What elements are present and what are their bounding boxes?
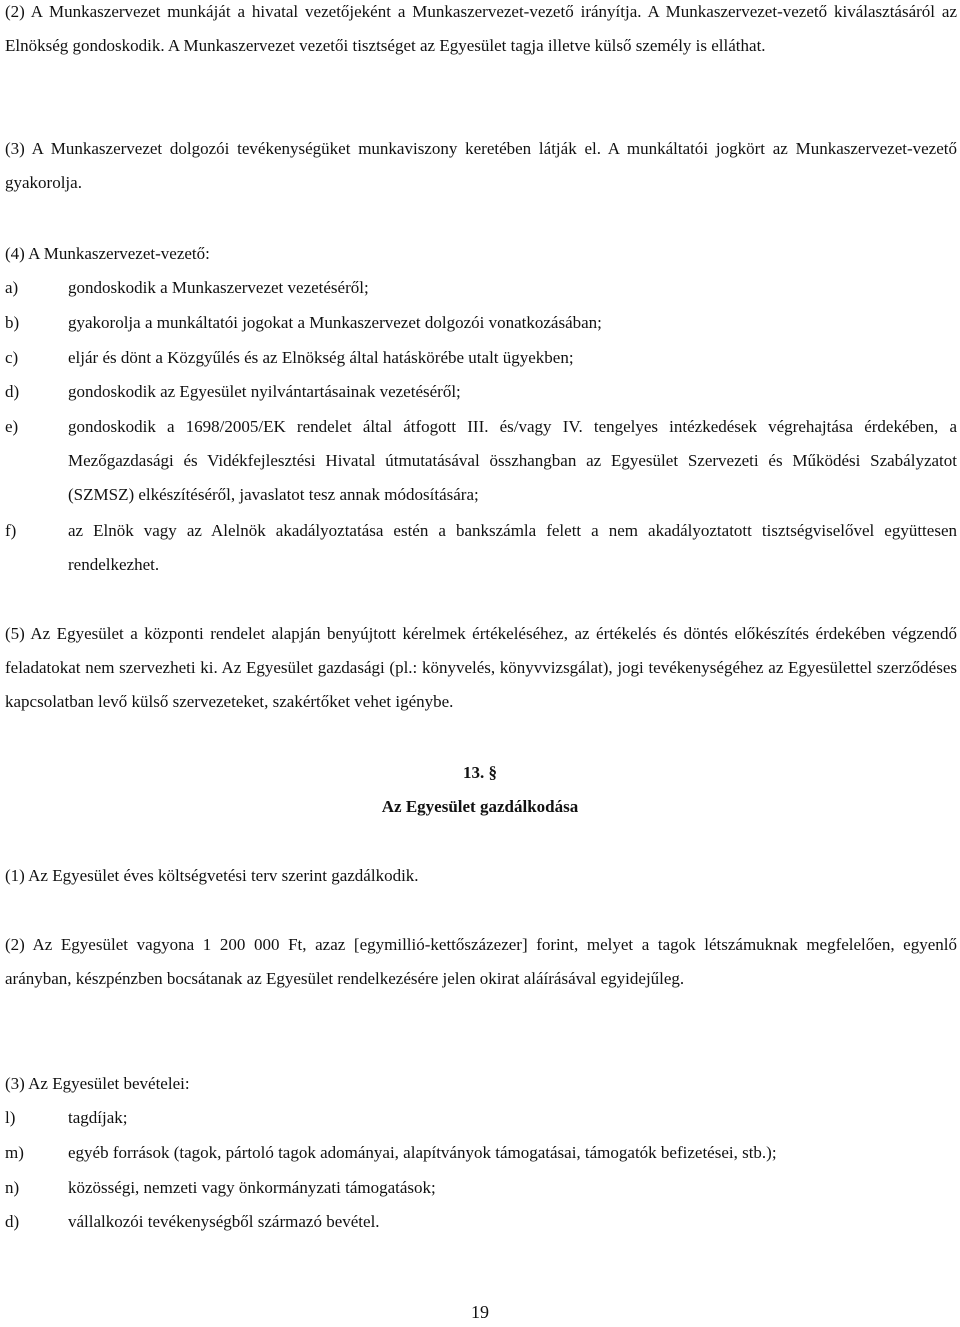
income-item-d: [5, 1205, 957, 1239]
list-label: a): [5, 278, 19, 297]
paragraph-3: (3) A Munkaszervezet dolgozói tevékenységüket munkaviszony keretében látják el. A munkáltatói jogkört az Munkaszervezet-vezető gyakorolja.: [5, 139, 957, 192]
list-text: közösségi, nemzeti vagy önkormányzati támogatások;: [68, 1178, 436, 1197]
section-title: Az Egyesület gazdálkodása: [381, 797, 579, 816]
list-item-d: [5, 375, 957, 409]
section-paragraph-3-intro: (3) Az Egyesület bevételei:: [5, 1074, 190, 1093]
list-label: b): [5, 313, 20, 332]
list-text: vállalkozói tevékenységből származó bevétel.: [68, 1212, 380, 1231]
page-number: 19: [471, 1302, 489, 1322]
section-number: [0, 756, 960, 790]
list-label: m): [5, 1143, 24, 1162]
list-text: tagdíjak;: [68, 1108, 128, 1127]
paragraph-5: (5) Az Egyesület a központi rendelet alapján benyújtott kérelmek értékeléséhez, az értékelés és döntés előkészítés érdekében végzendő feladatokat nem szervezheti ki. Az Egyesület gazdasági (pl.: könyvelés, könyvvizsgálat), jogi tevékenységéhez az Egyesülettel szerződéses kapcsolatban levő külső szervezeteket, szakértőket vehet igénybe.: [5, 624, 957, 711]
list-label: e): [5, 417, 19, 436]
list-item-f: [5, 514, 957, 582]
list-text: gondoskodik az Egyesület nyilvántartásainak vezetéséről;: [68, 382, 461, 401]
section-number-text: 13.: [463, 763, 485, 782]
list-text: gondoskodik a Munkaszervezet vezetéséről;: [68, 278, 369, 297]
list-label: d): [5, 382, 20, 401]
list-item-a: [5, 271, 957, 305]
list-item-c: [5, 341, 957, 375]
income-item-m: [5, 1136, 957, 1170]
income-item-n: [5, 1171, 957, 1205]
section-paragraph-2: (2) Az Egyesület vagyona 1 200 000 Ft, azaz [egymillió-kettőszázezer] forint, melyet a tagok létszámuknak megfelelően, egyenlő arányban, készpénzben bocsátanak az Egyesület rendelkezésére jelen okirat aláírásával egyidejűleg.: [5, 935, 957, 988]
income-item-l: [5, 1101, 957, 1135]
section-symbol: §: [488, 763, 497, 782]
list-text: az Elnök vagy az Alelnök akadályoztatása estén a bankszámla felett a nem akadályoztatott tisztségviselővel együttesen rendelkezhet.: [68, 521, 957, 574]
list-label: f): [5, 521, 17, 540]
list-label: d): [5, 1212, 20, 1231]
list-text: egyéb források (tagok, pártoló tagok adományai, alapítványok támogatásai, támogatók befizetései, stb.);: [68, 1143, 777, 1162]
section-paragraph-1: (1) Az Egyesület éves költségvetési terv szerint gazdálkodik.: [5, 866, 419, 885]
list-text: gyakorolja a munkáltatói jogokat a Munkaszervezet dolgozói vonatkozásában;: [68, 313, 602, 332]
list-label: l): [5, 1108, 16, 1127]
list-item-e: [5, 410, 957, 512]
paragraph-2: (2) A Munkaszervezet munkáját a hivatal vezetőjeként a Munkaszervezet-vezető irányítja. A Munkaszervezet-vezető kiválasztásáról az Elnökség gondoskodik. A Munkaszervezet vezetői tisztséget az Egyesület tagja illetve külső személy is elláthat.: [5, 2, 957, 55]
list-text: eljár és dönt a Közgyűlés és az Elnökség által hatáskörébe utalt ügyekben;: [68, 348, 574, 367]
list-label: n): [5, 1178, 20, 1197]
list-item-b: [5, 306, 957, 340]
list-text: gondoskodik a 1698/2005/EK rendelet által átfogott III. és/vagy IV. tengelyes intézkedések végrehajtása érdekében, a Mezőgazdasági és Vidékfejlesztési Hivatal útmutatásával összhangban az Egyesület Szervezeti és Működési Szabályzatot (SZMSZ) elkészítéséről, javaslatot tesz annak módosítására;: [68, 417, 957, 504]
list-label: c): [5, 348, 19, 367]
paragraph-4-intro: (4) A Munkaszervezet-vezető:: [5, 244, 210, 263]
